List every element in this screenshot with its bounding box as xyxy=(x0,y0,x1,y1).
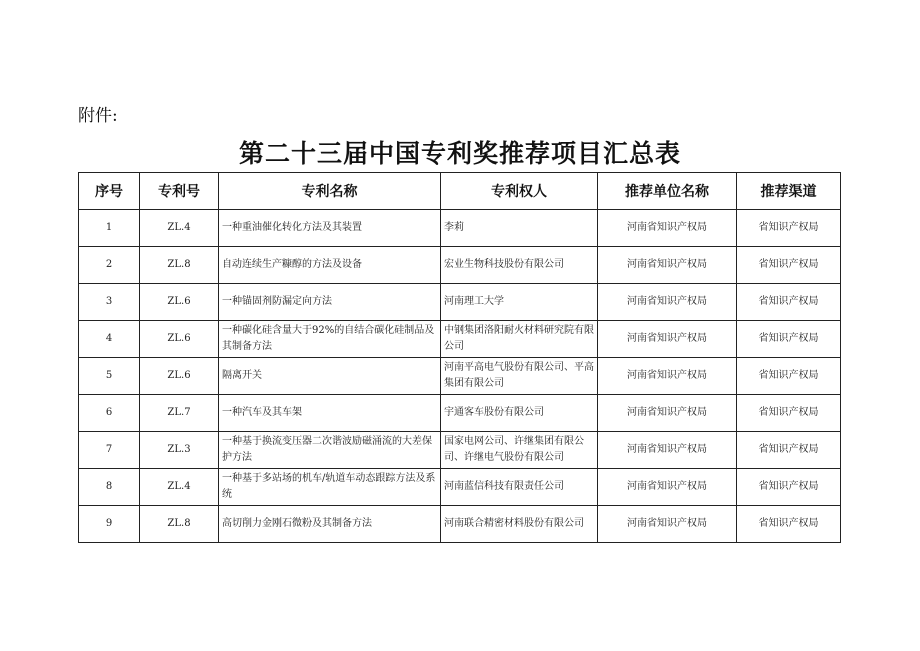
cell-owner: 李莉 xyxy=(441,210,598,247)
cell-index: 6 xyxy=(79,395,140,432)
header-channel: 推荐渠道 xyxy=(737,173,841,210)
attachment-label: 附件: xyxy=(78,106,118,126)
cell-recommending-unit: 河南省知识产权局 xyxy=(598,395,737,432)
cell-index: 8 xyxy=(79,469,140,506)
cell-owner: 中钢集团洛阳耐火材料研究院有限公司 xyxy=(441,321,598,358)
header-index: 序号 xyxy=(79,173,140,210)
header-recommending-unit: 推荐单位名称 xyxy=(598,173,737,210)
header-owner: 专利权人 xyxy=(441,173,598,210)
table-header-row xyxy=(79,173,841,210)
cell-owner: 河南理工大学 xyxy=(441,284,598,321)
cell-patent-name: 一种锚固剂防漏定向方法 xyxy=(219,284,441,321)
cell-patent-name: 自动连续生产糠醇的方法及设备 xyxy=(219,247,441,284)
page-title: 第二十三届中国专利奖推荐项目汇总表 xyxy=(238,139,681,168)
table-row xyxy=(79,469,841,506)
table-row xyxy=(79,358,841,395)
cell-index: 1 xyxy=(79,210,140,247)
cell-patent-no: ZL.6 xyxy=(140,321,219,358)
header-patent-name: 专利名称 xyxy=(219,173,441,210)
cell-recommending-unit: 河南省知识产权局 xyxy=(598,284,737,321)
cell-patent-no: ZL.8 xyxy=(140,247,219,284)
table-row xyxy=(79,321,841,358)
cell-recommending-unit: 河南省知识产权局 xyxy=(598,321,737,358)
cell-owner: 河南蓝信科技有限责任公司 xyxy=(441,469,598,506)
cell-patent-no: ZL.4 xyxy=(140,469,219,506)
cell-index: 4 xyxy=(79,321,140,358)
header-patent-no: 专利号 xyxy=(140,173,219,210)
cell-owner: 国家电网公司、许继集团有限公司、许继电气股份有限公司 xyxy=(441,432,598,469)
cell-recommending-unit: 河南省知识产权局 xyxy=(598,247,737,284)
cell-channel: 省知识产权局 xyxy=(737,506,841,543)
cell-patent-no: ZL.6 xyxy=(140,358,219,395)
table-row xyxy=(79,506,841,543)
cell-channel: 省知识产权局 xyxy=(737,395,841,432)
cell-index: 5 xyxy=(79,358,140,395)
cell-recommending-unit: 河南省知识产权局 xyxy=(598,210,737,247)
cell-channel: 省知识产权局 xyxy=(737,358,841,395)
cell-recommending-unit: 河南省知识产权局 xyxy=(598,358,737,395)
cell-channel: 省知识产权局 xyxy=(737,469,841,506)
cell-patent-no: ZL.4 xyxy=(140,210,219,247)
cell-recommending-unit: 河南省知识产权局 xyxy=(598,469,737,506)
cell-index: 2 xyxy=(79,247,140,284)
cell-owner: 河南联合精密材料股份有限公司 xyxy=(441,506,598,543)
cell-patent-name: 一种基于多站场的机车/轨道车动态跟踪方法及系统 xyxy=(219,469,441,506)
cell-channel: 省知识产权局 xyxy=(737,432,841,469)
cell-owner: 宇通客车股份有限公司 xyxy=(441,395,598,432)
table-row xyxy=(79,432,841,469)
cell-patent-name: 隔离开关 xyxy=(219,358,441,395)
cell-patent-no: ZL.6 xyxy=(140,284,219,321)
cell-channel: 省知识产权局 xyxy=(737,210,841,247)
cell-owner: 宏业生物科技股份有限公司 xyxy=(441,247,598,284)
cell-patent-name: 高切削力金刚石微粉及其制备方法 xyxy=(219,506,441,543)
cell-channel: 省知识产权局 xyxy=(737,321,841,358)
cell-owner: 河南平高电气股份有限公司、平高集团有限公司 xyxy=(441,358,598,395)
cell-patent-no: ZL.7 xyxy=(140,395,219,432)
cell-index: 3 xyxy=(79,284,140,321)
cell-patent-name: 一种碳化硅含量大于92%的自结合碳化硅制品及其制备方法 xyxy=(219,321,441,358)
table-row xyxy=(79,395,841,432)
cell-patent-name: 一种重油催化转化方法及其装置 xyxy=(219,210,441,247)
cell-channel: 省知识产权局 xyxy=(737,284,841,321)
cell-patent-no: ZL.8 xyxy=(140,506,219,543)
cell-index: 9 xyxy=(79,506,140,543)
cell-patent-name: 一种汽车及其车架 xyxy=(219,395,441,432)
cell-recommending-unit: 河南省知识产权局 xyxy=(598,432,737,469)
table-row xyxy=(79,247,841,284)
cell-patent-name: 一种基于换流变压器二次谐波励磁涌流的大差保护方法 xyxy=(219,432,441,469)
cell-channel: 省知识产权局 xyxy=(737,247,841,284)
cell-patent-no: ZL.3 xyxy=(140,432,219,469)
cell-recommending-unit: 河南省知识产权局 xyxy=(598,506,737,543)
cell-index: 7 xyxy=(79,432,140,469)
table-row xyxy=(79,210,841,247)
patent-summary-table xyxy=(78,172,841,543)
table-row xyxy=(79,284,841,321)
